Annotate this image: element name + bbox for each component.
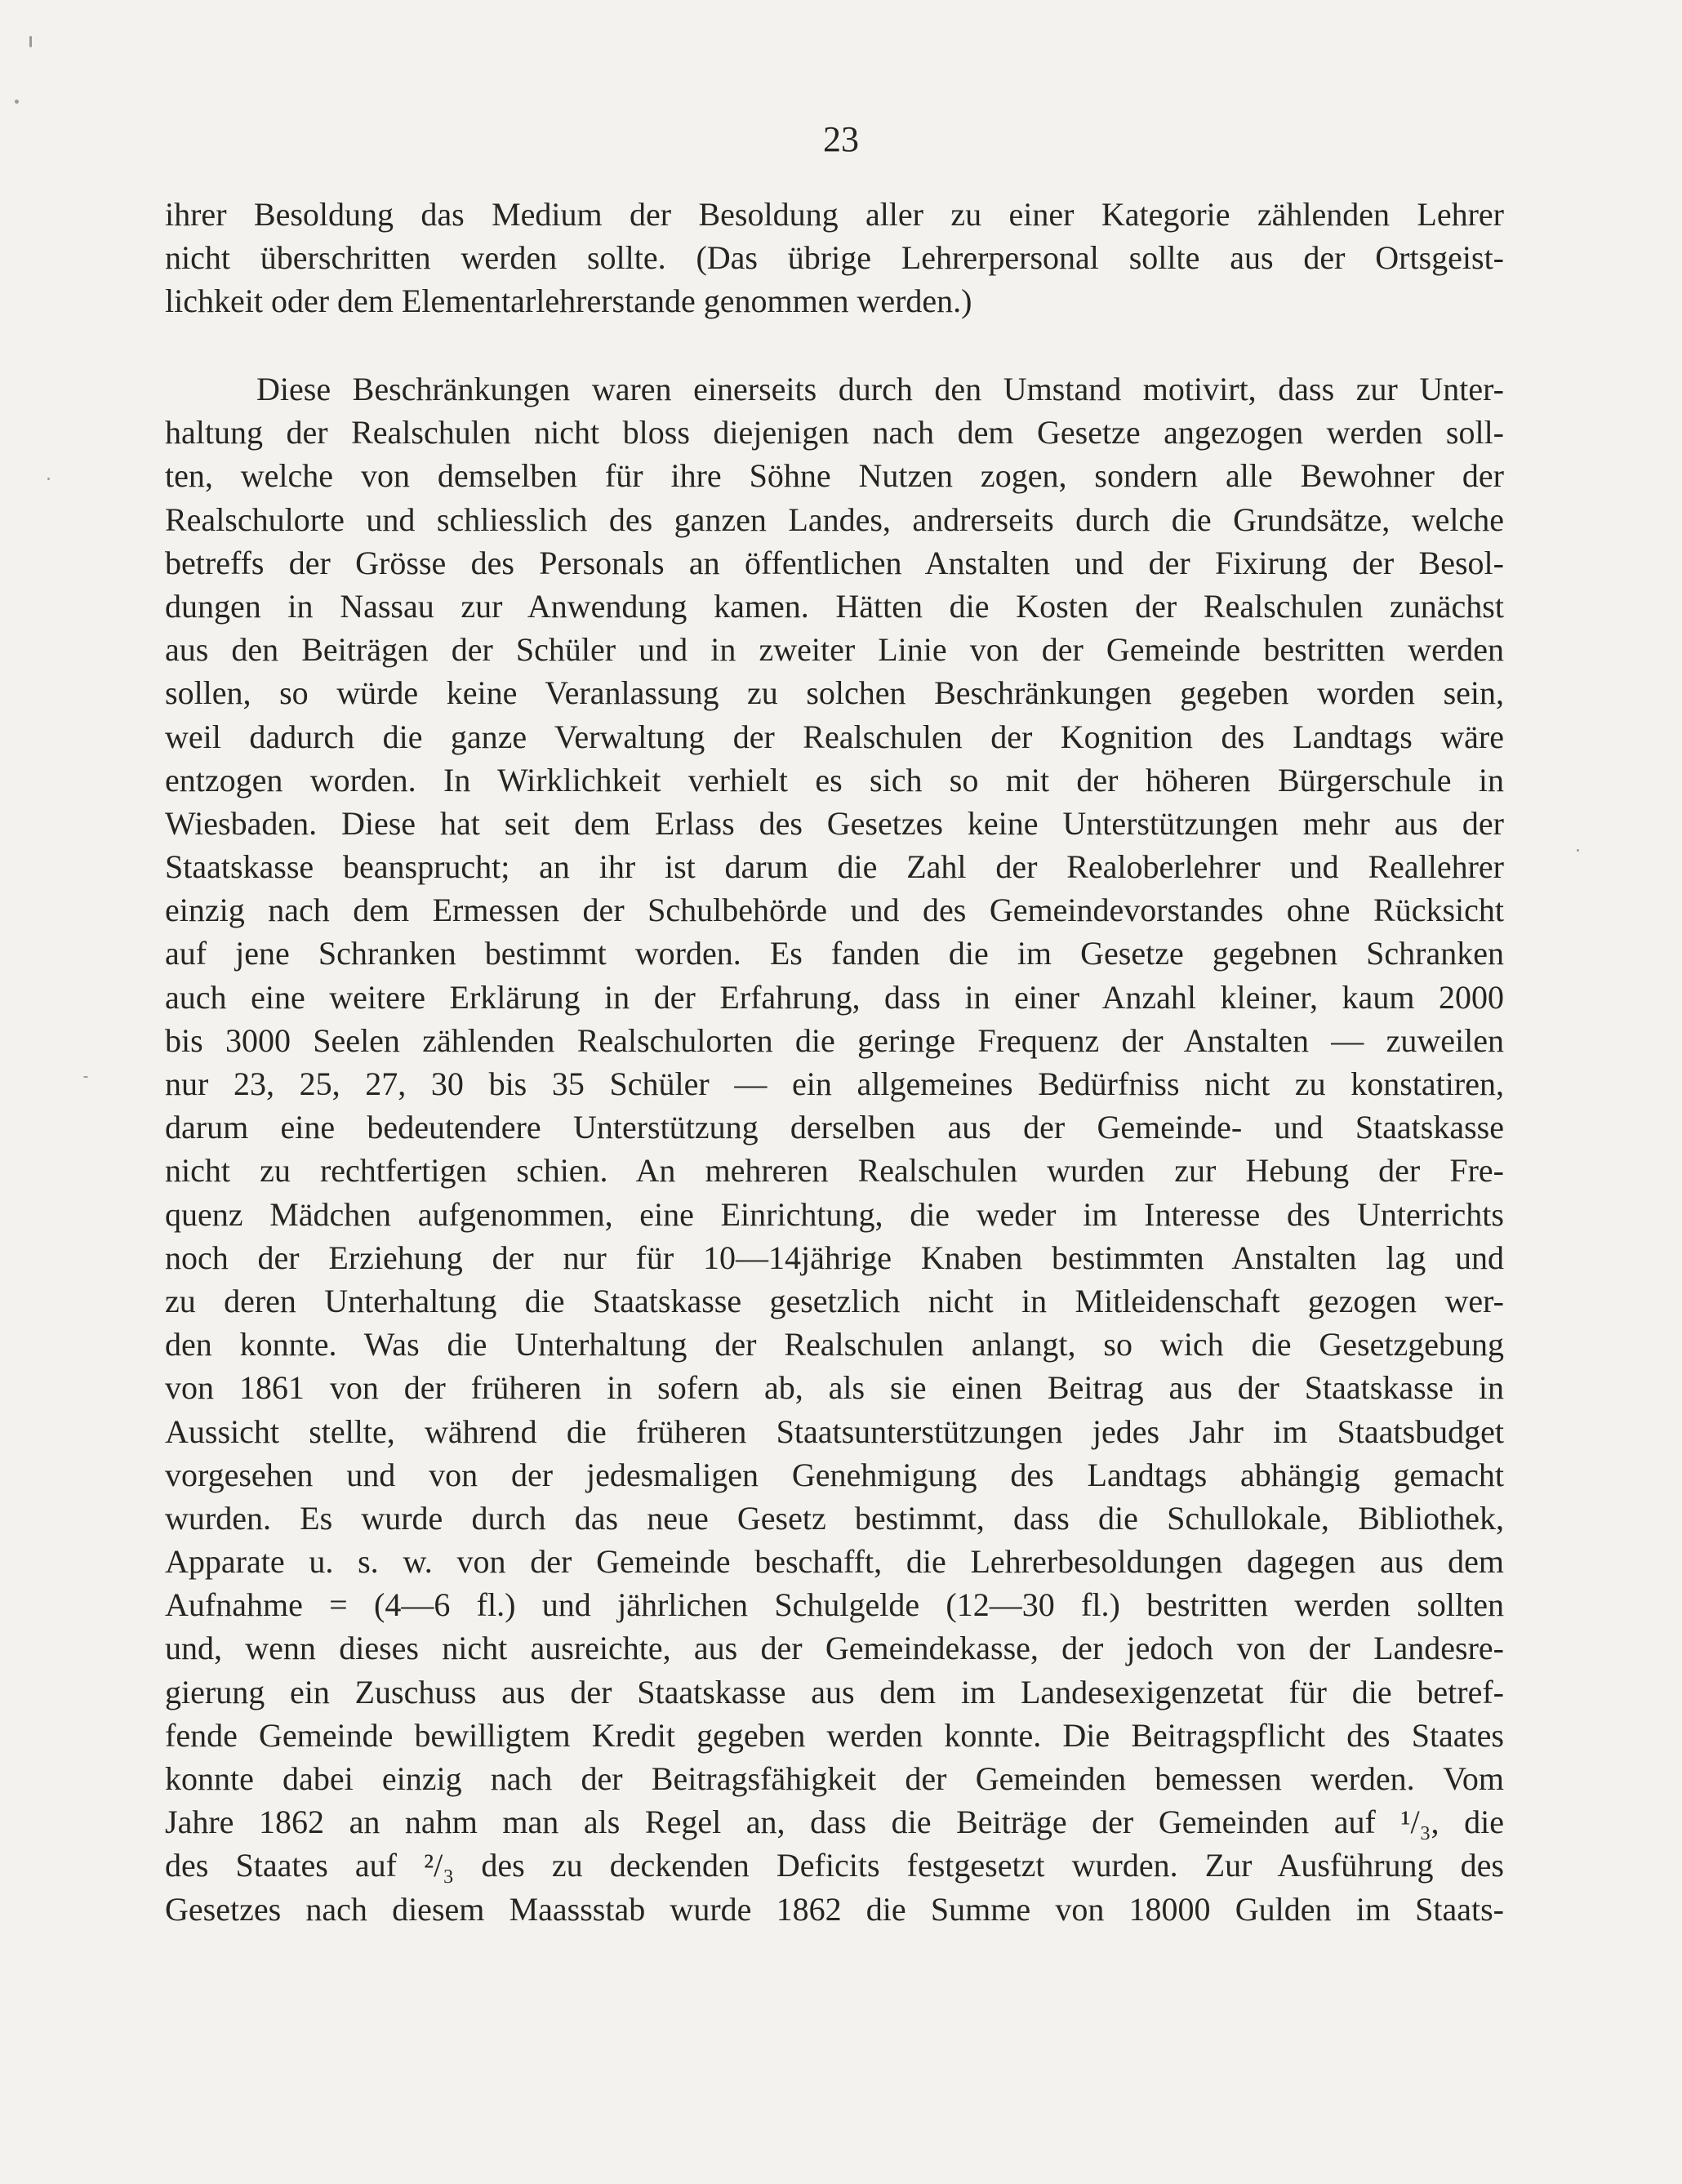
text-line: wurden. Es wurde durch das neue Gesetz bestimmt, dass die Schullokale, Bibliothek, [165, 1499, 1504, 1537]
text-line: weil dadurch die ganze Verwaltung der Realschulen der Kognition des Landtags wäre [165, 718, 1504, 755]
text-line: nicht zu rechtfertigen schien. An mehreren Realschulen wurden zur Hebung der Fre- [165, 1152, 1504, 1190]
text-line: ihrer Besoldung das Medium der Besoldung aller zu einer Kategorie zählenden Lehrer [165, 196, 1504, 233]
paper-speck [29, 36, 32, 47]
text-line: Realschulorte und schliesslich des ganzen Landes, andrerseits durch die Grundsätze, welche [165, 500, 1504, 538]
text-line: einzig nach dem Ermessen der Schulbehörde und des Gemeindevorstandes ohne Rücksicht [165, 892, 1504, 929]
text-line: vorgesehen und von der jedesmaligen Genehmigung des Landtags abhängig gemacht [165, 1456, 1504, 1493]
text-line: dungen in Nassau zur Anwendung kamen. Hätten die Kosten der Realschulen zunächst [165, 587, 1504, 625]
text-line: noch der Erziehung der nur für 10—14jährige Knaben bestimmten Anstalten lag und [165, 1239, 1504, 1276]
text-line: Gesetzes nach diesem Maassstab wurde 1862 die Summe von 18000 Gulden im Staats- [165, 1890, 1504, 1928]
text-line: Aussicht stellte, während die früheren Staatsunterstützungen jedes Jahr im Staatsbudget [165, 1412, 1504, 1450]
text-line: konnte dabei einzig nach der Beitragsfähigkeit der Gemeinden bemessen werden. Vom [165, 1760, 1504, 1797]
text-line: Diese Beschränkungen waren einerseits durch den Umstand motivirt, dass zur Unter- [256, 371, 1504, 407]
text-line: von 1861 von der früheren in sofern ab, als sie einen Beitrag aus der Staatskasse in [165, 1369, 1504, 1407]
text-line: Apparate u. s. w. von der Gemeinde beschafft, die Lehrerbesoldungen dagegen aus dem [165, 1543, 1504, 1581]
text-line: gierung ein Zuschuss aus der Staatskasse aus dem im Landesexigenzetat für die betref- [165, 1673, 1504, 1710]
text-line: den konnte. Was die Unterhaltung der Realschulen anlangt, so wich die Gesetzgebung [165, 1326, 1504, 1363]
page-number: 23 [823, 119, 859, 159]
paper-speck [83, 1076, 88, 1078]
text-line: lichkeit oder dem Elementarlehrerstande genommen werden.) [165, 282, 972, 320]
text-line: entzogen worden. In Wirklichkeit verhielt es sich so mit der höheren Bürgerschule in [165, 761, 1504, 798]
text-line: nur 23, 25, 27, 30 bis 35 Schüler — ein allgemeines Bedürfniss nicht zu konstatiren, [165, 1065, 1504, 1102]
text-line: quenz Mädchen aufgenommen, eine Einrichtung, die weder im Interesse des Unterrichts [165, 1195, 1504, 1233]
text-line: aus den Beiträgen der Schüler und in zweiter Linie von der Gemeinde bestritten werden [165, 631, 1504, 669]
text-line: Staatskasse beansprucht; an ihr ist darum die Zahl der Realoberlehrer und Reallehrer [165, 848, 1504, 886]
text-line: Wiesbaden. Diese hat seit dem Erlass des Gesetzes keine Unterstützungen mehr aus der [165, 804, 1504, 842]
paragraph-2 [165, 367, 1504, 1931]
text-line: auf jene Schranken bestimmt worden. Es fanden die im Gesetze gegebnen Schranken [165, 935, 1504, 972]
text-line: haltung der Realschulen nicht bloss diejenigen nach dem Gesetze angezogen werden soll- [165, 414, 1504, 451]
text-line: zu deren Unterhaltung die Staatskasse gesetzlich nicht in Mitleidenschaft gezogen wer- [165, 1282, 1504, 1319]
text-line: auch eine weitere Erklärung in der Erfahrung, dass in einer Anzahl kleiner, kaum 2000 [165, 978, 1504, 1016]
text-line: nicht überschritten werden sollte. (Das übrige Lehrerpersonal sollte aus der Ortsgeist- [165, 239, 1504, 277]
text-line: ten, welche von demselben für ihre Söhne Nutzen zogen, sondern alle Bewohner der [165, 457, 1504, 495]
paper-speck [47, 478, 50, 480]
text-line: Jahre 1862 an nahm man als Regel an, dass die Beiträge der Gemeinden auf ¹/₃, die [165, 1804, 1504, 1841]
paragraph-1 [165, 193, 1504, 323]
text-line: bis 3000 Seelen zählenden Realschulorten die geringe Frequenz der Anstalten — zuweilen [165, 1021, 1504, 1059]
text-line: und, wenn dieses nicht ausreichte, aus der Gemeindekasse, der jedoch von der Landesre- [165, 1630, 1504, 1667]
text-line: betreffs der Grösse des Personals an öffentlichen Anstalten und der Fixirung der Besol- [165, 544, 1504, 581]
text-line: darum eine bedeutendere Unterstützung derselben aus der Gemeinde- und Staatskasse [165, 1109, 1504, 1146]
text-line: des Staates auf ²/₃ des zu deckenden Deficits festgesetzt wurden. Zur Ausführung des [165, 1847, 1504, 1884]
text-line: fende Gemeinde bewilligtem Kredit gegeben werden konnte. Die Beitragspflicht des Staates [165, 1716, 1504, 1754]
text-line: Aufnahme = (4—6 fl.) und jährlichen Schulgelde (12—30 fl.) bestritten werden sollten [165, 1586, 1504, 1624]
text-line: sollen, so würde keine Veranlassung zu solchen Beschränkungen gegeben worden sein, [165, 674, 1504, 712]
paper-speck [15, 100, 19, 104]
paper-speck [1577, 849, 1579, 852]
